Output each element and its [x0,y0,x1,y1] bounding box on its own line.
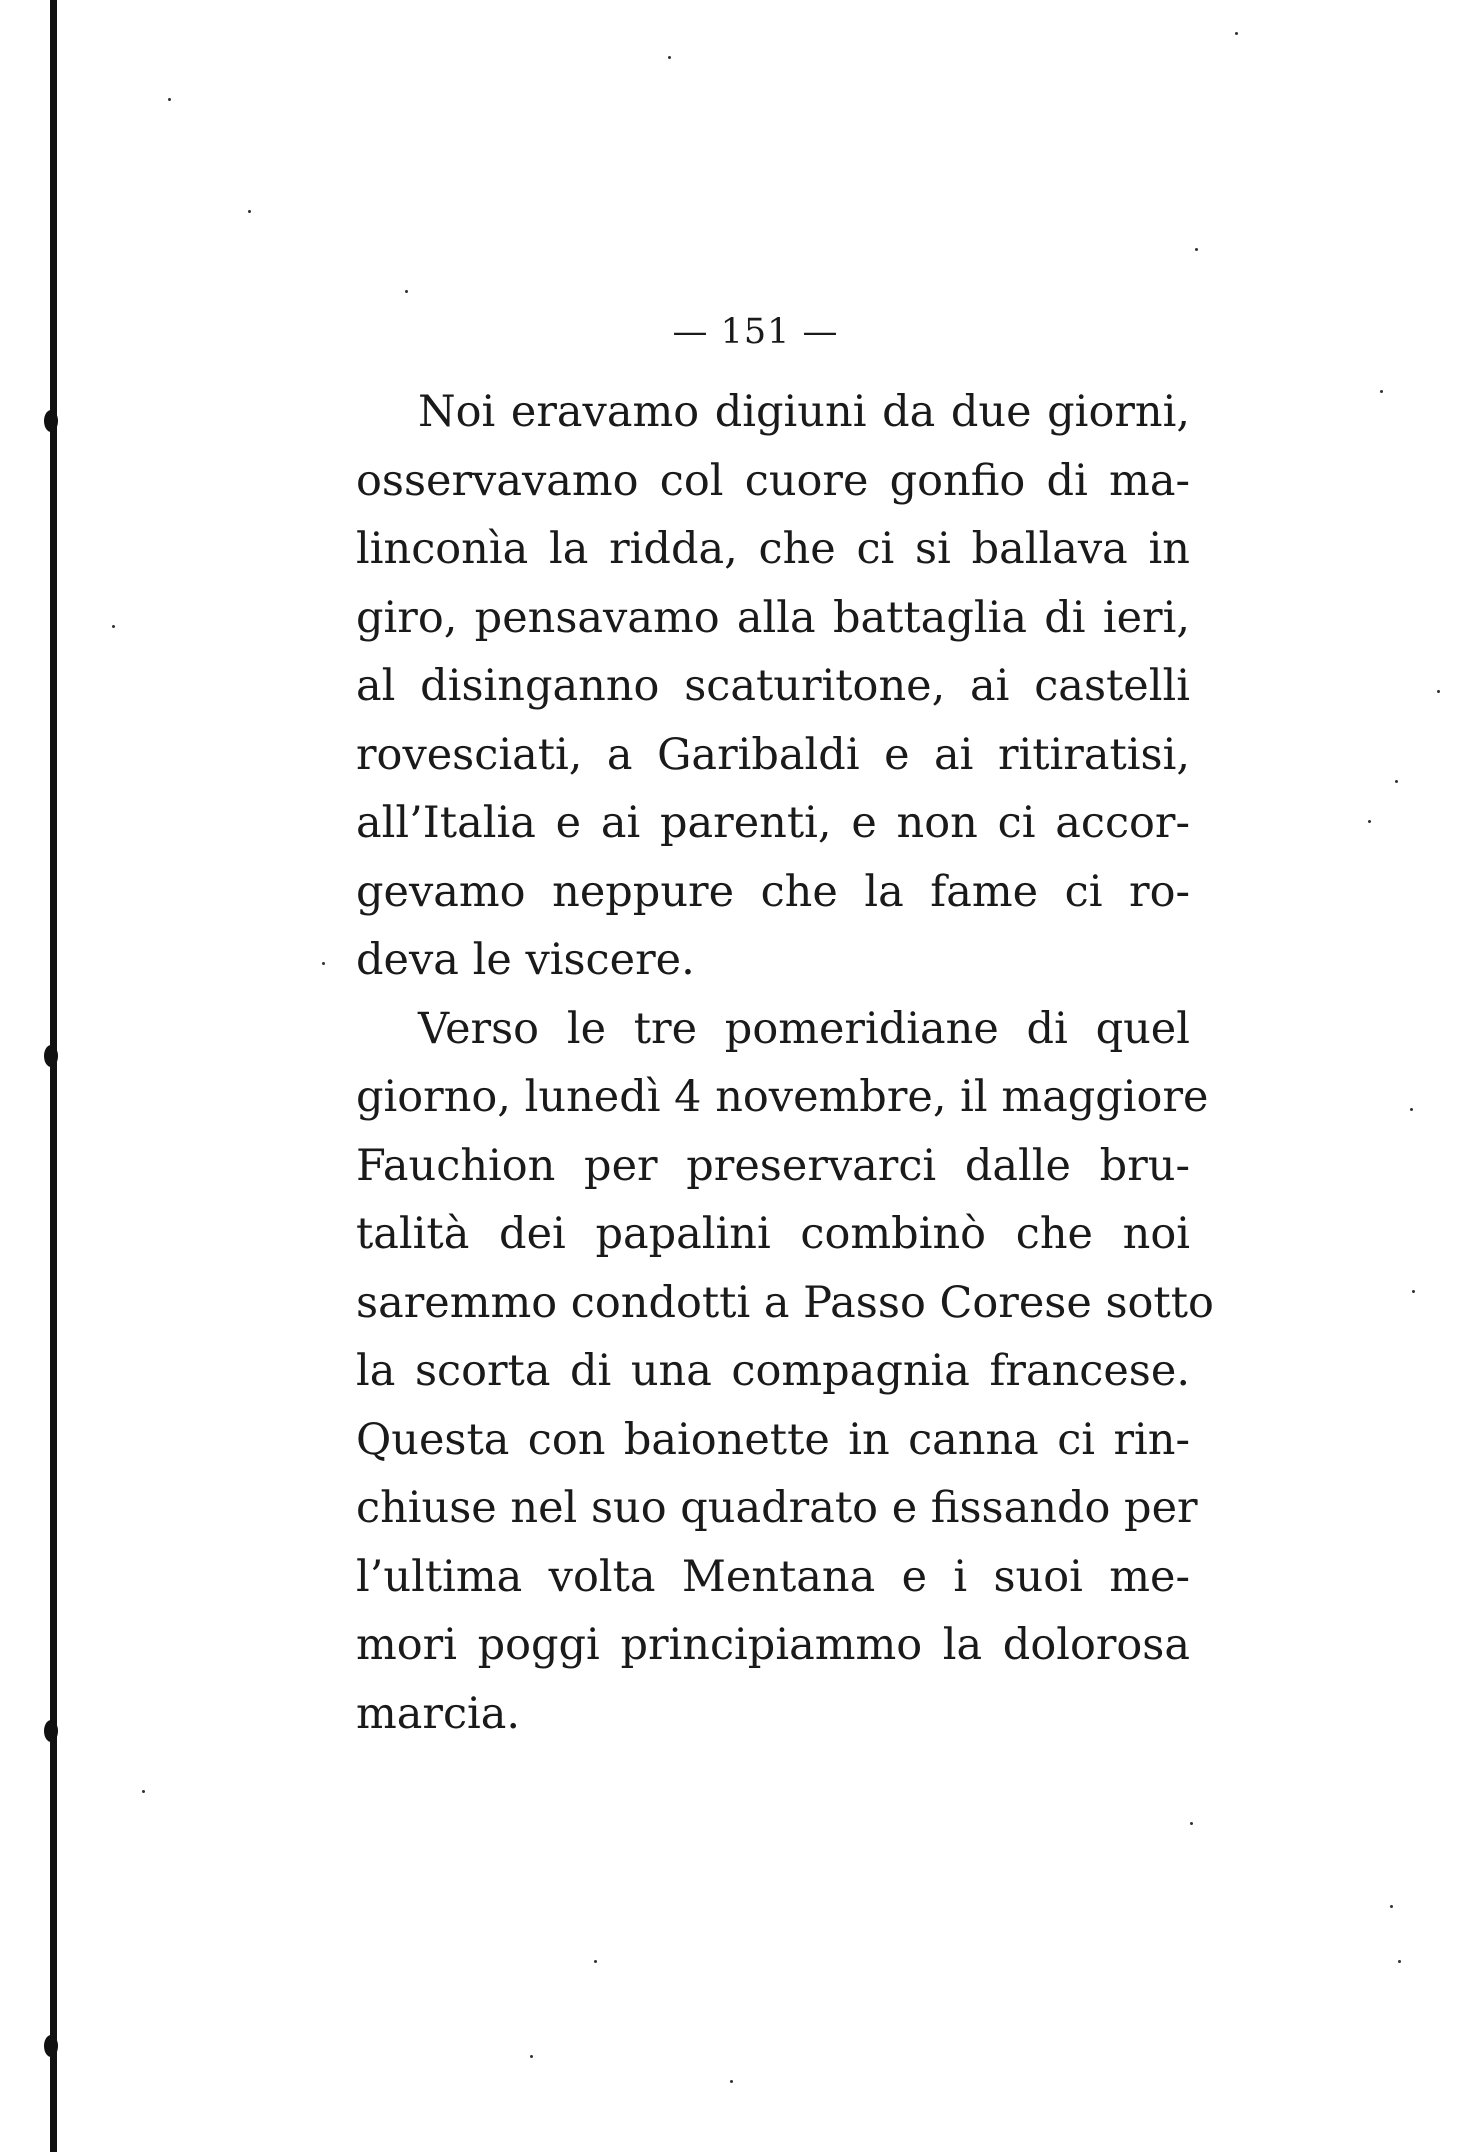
text-line: linconìa la ridda, che ci si ballava in [356,524,1190,574]
text-line: al disinganno scaturitone, ai castelli [356,661,1190,711]
body-text [356,378,1214,1748]
text-line: rovesciati, a Garibaldi e ai ritiratisi, [356,729,1190,780]
speck [1395,780,1398,783]
speck [1380,390,1383,393]
speck [1410,1108,1413,1111]
speck [322,962,325,965]
text-line: talità dei papalini combinò che noi [356,1209,1190,1259]
speck [530,2055,533,2058]
text-line: saremmo condotti a Passo Corese sotto [356,1277,1214,1328]
speck [1390,1905,1393,1908]
text-line: mori poggi principiammo la dolorosa [356,1620,1190,1670]
speck [1190,1822,1193,1825]
speck [112,625,115,628]
speck [730,2080,733,2083]
binding-mark [44,1720,58,1742]
speck [1437,690,1440,693]
text-line: deva le viscere. [356,935,695,985]
speck [142,1790,145,1793]
text-line: gevamo neppure che la fame ci ro- [356,866,1190,917]
text-line: Questa con baionette in canna ci rin- [356,1414,1190,1465]
text-line: marcia. [356,1688,521,1739]
speck [1195,248,1198,251]
speck [1398,1960,1401,1963]
binding-mark [44,2035,58,2057]
binding-mark [44,410,58,432]
text-line: chiuse nel suo quadrato e fissando per [356,1483,1198,1533]
text-line: l’ultima volta Mentana e i suoi me- [356,1551,1190,1602]
text-line: la scorta di una compagnia francese. [356,1346,1190,1396]
text-line: Fauchion per preservarci dalle bru- [356,1140,1190,1191]
speck [668,56,671,59]
speck [405,290,408,293]
paragraph [356,995,1214,1749]
text-line: Noi eravamo digiuni da due giorni, [418,387,1190,437]
text-line: Verso le tre pomeridiane di quel [418,1003,1190,1054]
speck [594,1960,597,1963]
speck [248,210,251,213]
speck [1412,1290,1415,1293]
text-line: giro, pensavamo alla battaglia di ieri, [356,592,1190,643]
speck [168,98,171,101]
text-line: osservavamo col cuore gonfio di ma- [356,455,1190,506]
paragraph [356,378,1190,995]
text-line: all’Italia e ai parenti, e non ci accor- [356,798,1190,848]
speck [1368,820,1371,823]
page-number: — 151 — [672,312,839,352]
speck [1235,32,1238,35]
binding-mark [44,1045,58,1067]
text-line: giorno, lunedì 4 novembre, il maggiore [356,1072,1209,1122]
